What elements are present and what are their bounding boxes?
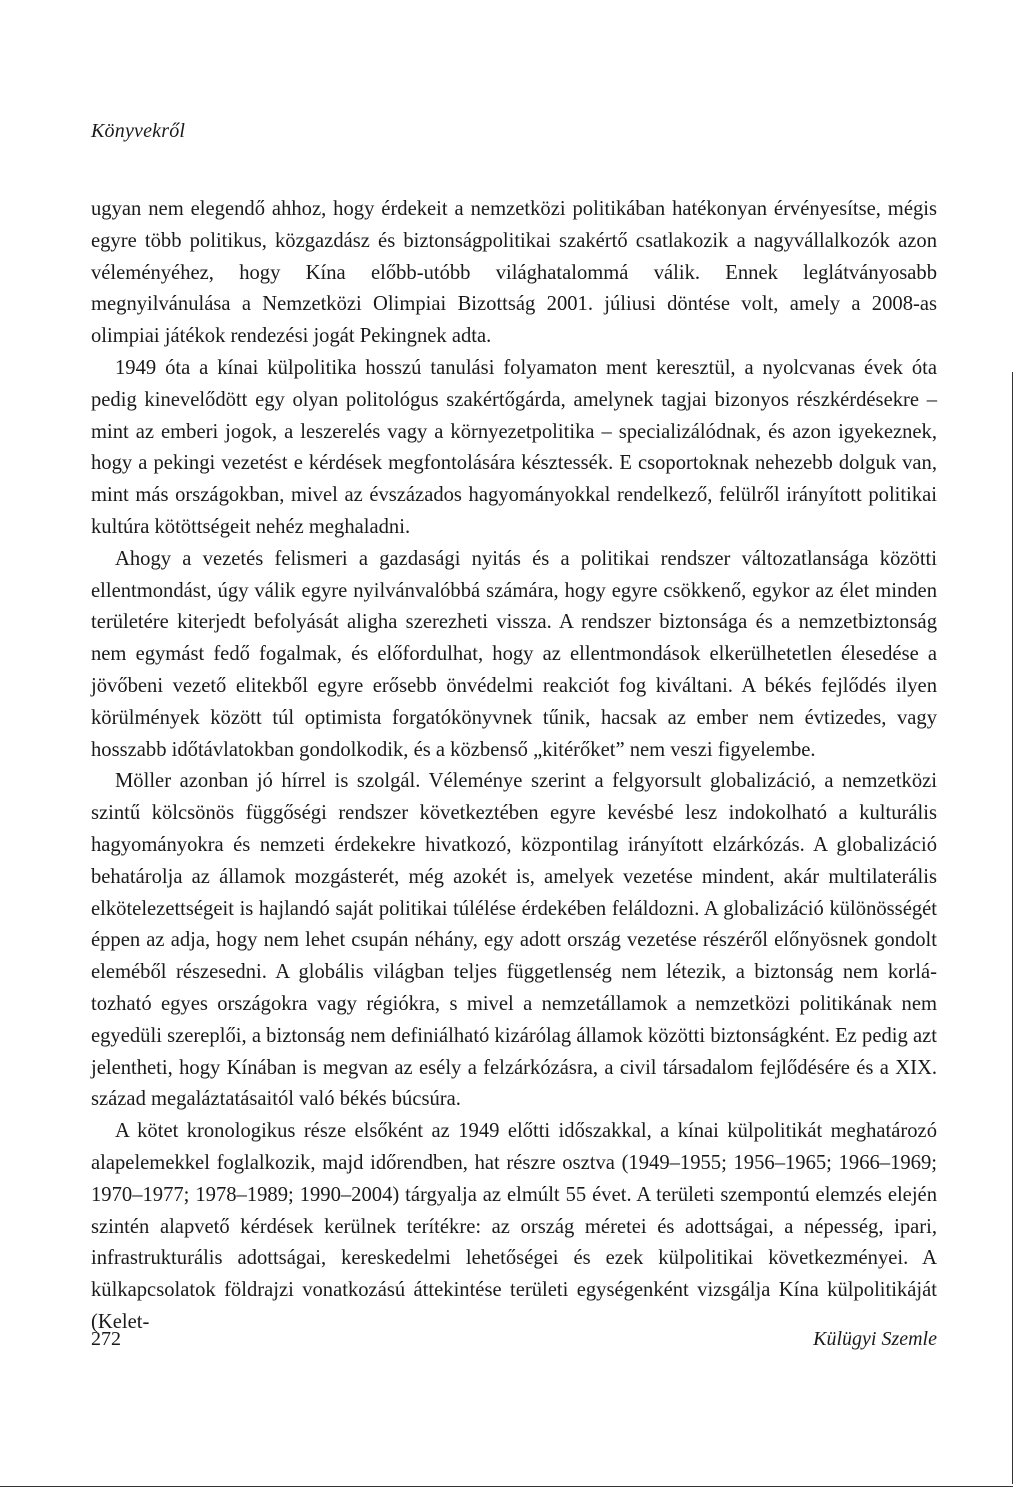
paragraph-book-structure: A kötet kronologikus része elsőként az 1949 előtti időszakkal, a kínai külpolitikát meghatározó alapelemekkel foglalkozik, majd időrendben, hat részre osztva (1949–1955; 1956–1965; 1966–1969; 1970–1977; 1978–1989; 1990–2004) tárgyalja az elmúlt 55 évet. A területi szempontú elemzés elején szintén alapvető kérdések kerülnek terítékre: az ország méretei és adottságai, a népesség, ipari, infrastrukturális adottságai, kereskedelmi lehetőségei és ezek külpolitikai következményei. A külkapcsolatok földrajzi vonatkozású áttekintése területi egységenként vizsgálja Kína külpolitikáját (Kelet- xyxy=(91,1120,937,1333)
page-footer xyxy=(91,1328,937,1358)
scan-edge-line-bottom xyxy=(0,1486,1013,1487)
paragraph-continuation: ugyan nem elegendő ahhoz, hogy érdekeit a nemzetközi politikában hatékonyan érvényesítse, mégis egyre több politikus, közgazdász és biztonságpolitikai szakértő csatlakozik a nagyvállalkozók azon véleményéhez, hogy Kína előbb-utóbb világhatalommá válik. Ennek leglátványosabb megnyilvánulása a Nemzetközi Olimpiai Bizottság 2001. júliusi döntése volt, amely a 2008-as olimpiai játékok rendezési jogát Pekingnek adta. xyxy=(91,198,937,348)
paragraph-leadership-contradiction: Ahogy a vezetés felismeri a gazdasági nyitás és a politikai rendszer változatlansága közötti ellentmondást, úgy válik egyre nyilvánvalóbbá számára, hogy egyre csökkenő, egykor az élet minden területére kiterjedt befolyását aligha szerezheti vissza. A rendszer biztonsága és a nemzetbiztonság nem egymást fedő fogalmak, és előfordulhat, hogy az ellentmondások elkerülhetetlen élesedése a jövőbeni vezető elitekből egyre erősebb önvédelmi reakciót fog kiváltani. A békés fejlődés ilyen körülmények között túl optimista forgatókönyvnek tűnik, hacsak az ember nem évtizedes, vagy hosszabb időtávlatokban gondolkodik, és a közbenső „kitérőket” nem veszi figyelembe. xyxy=(91,547,937,761)
paragraph-foreign-policy-learning: 1949 óta a kínai külpolitika hosszú tanulási folyamaton ment keresztül, a nyolcvanas évek óta pedig kinevelődött egy olyan politológus szakértőgárda, amelynek tagjai bizonyos részkérdésekre – mint az emberi jogok, a leszerelés vagy a környezetpolitika – specializálódnak, és azon igyekeznek, hogy a pekingi vezetést e kérdések megfontolására késztessék. E csoportoknak nehezebb dolguk van, mint más országokban, mivel az évszázados hagyományokkal rendelkező, felülről irányított politikai kultúra kötöttségeit nehéz meghaladni. xyxy=(91,356,937,538)
journal-name: Külügyi Szemle xyxy=(813,1328,937,1350)
paragraph-globalization: Möller azonban jó hírrel is szolgál. Véleménye szerint a felgyorsult globalizáció, a nemzetközi szintű kölcsönös függőségi rendszer következtében egyre kevésbé lesz indokolható a kulturális hagyományokra és nemzeti érdekekre hivatkozó, központilag irányított elzárkózás. A globalizáció behatárolja az államok mozgásterét, még azokét is, amelyek vezetése mindent, akár multilaterális elkötelezettségeit is hajlandó saját politikai túlélése érdekében feláldozni. A globalizáció különösségét éppen az adja, hogy nem lehet csupán néhány, egy adott ország vezetése részéről előnyösnek gondolt eleméből részesedni. A globális világban teljes függetlenség nem létezik, a biztonság nem korlátozható egyes országokra vagy régiókra, s mivel a nemzetállamok a nemzetközi politikának nem egyedüli szereplői, a biztonság nem definiálható kizárólag államok közötti biztonságként. Ez pedig azt jelentheti, hogy Kínában is megvan az esély a felzárkózásra, a civil társadalom fejlődésére és a XIX. század megaláztatásaitól való békés búcsúra. xyxy=(91,770,937,1111)
page-number: 272 xyxy=(91,1328,121,1350)
body-text xyxy=(91,194,937,1339)
running-head-title: Könyvekről xyxy=(91,120,186,142)
scan-edge-line-right xyxy=(1012,372,1013,1484)
